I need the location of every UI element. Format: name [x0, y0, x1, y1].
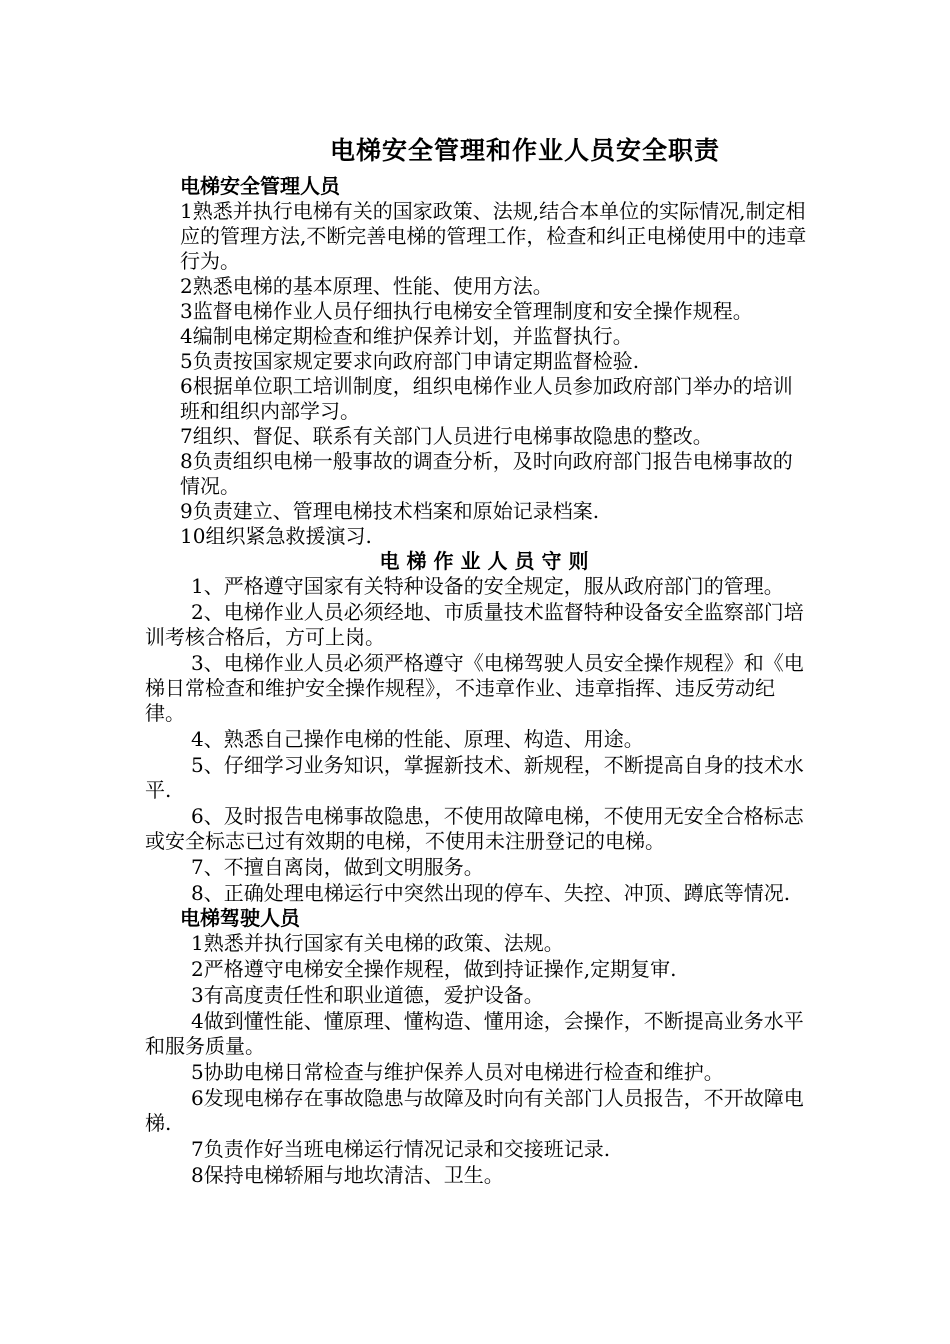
list-item: 8保持电梯轿厢与地坎清洁、卫生。: [191, 1163, 504, 1187]
section-heading-operator-rules: 电梯作业人员守则: [379, 549, 596, 573]
document-body: [145, 174, 810, 1188]
section-elevator-drivers: [145, 906, 810, 1188]
list-item: 9负责建立、管理电梯技术档案和原始记录档案.: [180, 499, 600, 523]
list-item: 7、不擅自离岗，做到文明服务。: [191, 855, 484, 879]
list-item: 2熟悉电梯的基本原理、性能、使用方法。: [180, 274, 553, 298]
list-item: 10组织紧急救援演习.: [180, 524, 372, 548]
list-item: 3、电梯作业人员必须严格遵守《电梯驾驶人员安全操作规程》和《电梯日常检查和维护安全操作规程》，不违章作业、违章指挥、违反劳动纪律。: [145, 651, 804, 725]
list-item: 2、电梯作业人员必须经地、市质量技术监督特种设备安全监察部门培训考核合格后，方可上岗。: [145, 600, 804, 649]
list-item: 4做到懂性能、懂原理、懂构造、懂用途，会操作，不断提高业务水平和服务质量。: [145, 1009, 804, 1058]
list-item: 6、及时报告电梯事故隐患，不使用故障电梯，不使用无安全合格标志或安全标志已过有效期的电梯，不使用未注册登记的电梯。: [145, 804, 804, 853]
list-item: 5负责按国家规定要求向政府部门申请定期监督检验.: [180, 349, 640, 373]
list-item: 2严格遵守电梯安全操作规程，做到持证操作,定期复审.: [191, 957, 677, 981]
list-item: 1熟悉并执行国家有关电梯的政策、法规。: [191, 931, 564, 955]
document-title: 电梯安全管理和作业人员安全职责: [329, 136, 720, 165]
list-item: 5协助电梯日常检查与维护保养人员对电梯进行检查和维护。: [191, 1060, 724, 1084]
list-item: 8、正确处理电梯运行中突然出现的停车、失控、冲顶、蹲底等情况.: [191, 881, 791, 905]
list-item: 6根据单位职工培训制度，组织电梯作业人员参加政府部门举办的培训班和组织内部学习。: [180, 374, 793, 423]
list-item: 1、严格遵守国家有关特种设备的安全规定，服从政府部门的管理。: [191, 574, 784, 598]
list-item: 4编制电梯定期检查和维护保养计划，并监督执行。: [180, 324, 633, 348]
list-item: 5、仔细学习业务知识，掌握新技术、新规程，不断提高自身的技术水平.: [145, 753, 804, 802]
section-heading-safety-managers: 电梯安全管理人员: [180, 174, 340, 198]
list-item: 3监督电梯作业人员仔细执行电梯安全管理制度和安全操作规程。: [180, 299, 753, 323]
section-safety-managers: [145, 174, 810, 549]
list-item: 8负责组织电梯一般事故的调查分析，及时向政府部门报告电梯事故的情况。: [180, 449, 793, 498]
list-item: 3有高度责任性和职业道德，爱护设备。: [191, 983, 544, 1007]
list-item: 4、熟悉自己操作电梯的性能、原理、构造、用途。: [191, 727, 644, 751]
list-item: 6发现电梯存在事故隐患与故障及时向有关部门人员报告，不开故障电梯.: [145, 1086, 804, 1135]
section-heading-elevator-drivers: 电梯驾驶人员: [180, 906, 300, 930]
list-item: 7负责作好当班电梯运行情况记录和交接班记录.: [191, 1137, 611, 1161]
list-item: 1熟悉并执行电梯有关的国家政策、法规,结合本单位的实际情况,制定相应的管理方法,不断完善电梯的管理工作，检查和纠正电梯使用中的违章行为。: [180, 199, 807, 273]
list-item: 7组织、督促、联系有关部门人员进行电梯事故隐患的整改。: [180, 424, 713, 448]
section-operator-rules: [145, 549, 810, 906]
